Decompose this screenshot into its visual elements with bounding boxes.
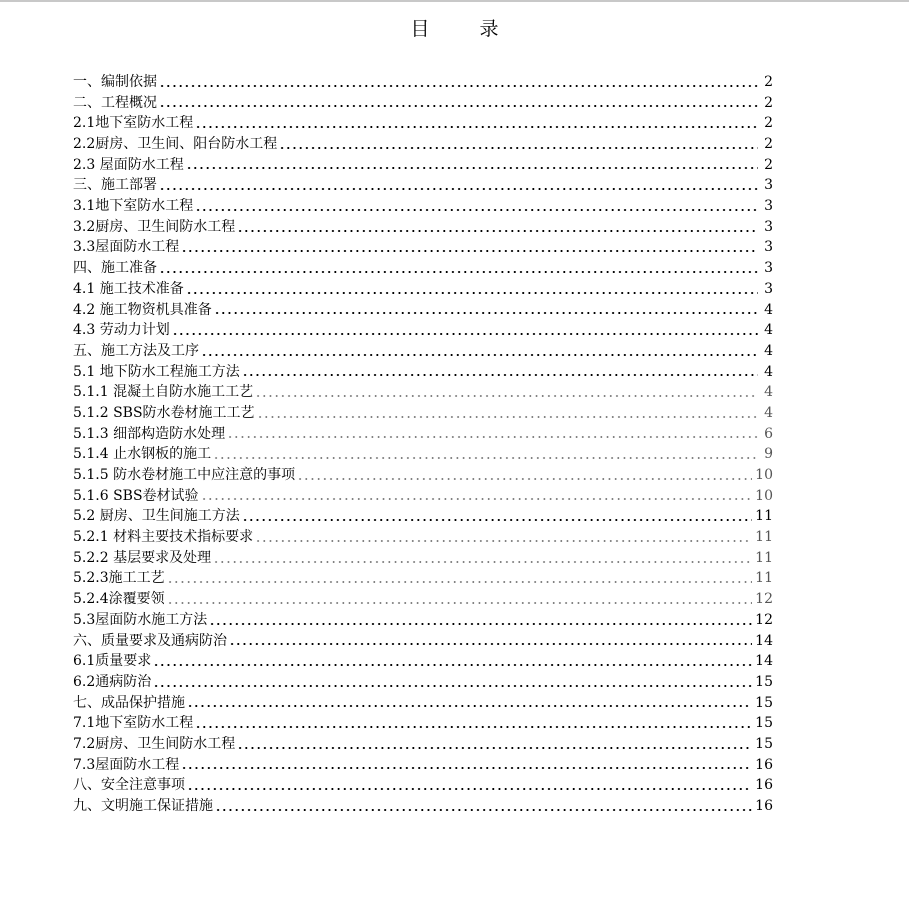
toc-entry[interactable] — [73, 175, 773, 196]
dot-leader — [167, 601, 753, 605]
toc-entry-page-number: 2 — [764, 156, 773, 173]
toc-entry-page-number: 15 — [755, 715, 773, 732]
dot-leader — [159, 187, 758, 191]
toc-entry-page-number: 10 — [755, 487, 773, 504]
toc-entry[interactable] — [73, 300, 773, 321]
toc-entry-label: 4.2 施工物资机具准备 — [73, 301, 212, 318]
table-of-contents — [73, 72, 773, 817]
dot-leader — [153, 663, 752, 667]
toc-entry-page-number: 15 — [755, 735, 773, 752]
toc-entry-page-number: 12 — [755, 591, 773, 608]
toc-entry-label: 7.1地下室防水工程 — [73, 715, 194, 732]
toc-entry[interactable] — [73, 134, 773, 155]
toc-entry-label: 2.2厨房、卫生间、阳台防水工程 — [73, 136, 278, 153]
toc-entry-label: 七、成品保护措施 — [73, 694, 185, 711]
toc-entry-label: 二、工程概况 — [73, 94, 157, 111]
toc-entry-page-number: 9 — [764, 446, 773, 463]
toc-entry-page-number: 3 — [764, 239, 773, 256]
toc-entry[interactable] — [73, 403, 773, 424]
dot-leader — [181, 249, 758, 253]
toc-entry[interactable] — [73, 382, 773, 403]
toc-entry-label: 4.3 劳动力计划 — [73, 322, 170, 339]
page-title: 目 录 — [410, 18, 521, 40]
toc-entry-page-number: 4 — [764, 404, 773, 421]
toc-entry-label: 5.2.2 基层要求及处理 — [73, 549, 212, 566]
toc-entry-label: 一、编制依据 — [73, 73, 157, 90]
toc-entry[interactable] — [73, 444, 773, 465]
dot-leader — [214, 311, 758, 315]
dot-leader — [227, 435, 758, 439]
dot-leader — [255, 539, 752, 543]
toc-entry[interactable] — [73, 651, 773, 672]
toc-entry-page-number: 14 — [755, 632, 773, 649]
toc-entry[interactable] — [73, 424, 773, 445]
dot-leader — [213, 456, 758, 460]
toc-entry-page-number: 3 — [764, 177, 773, 194]
toc-entry-page-number: 12 — [755, 611, 773, 628]
toc-entry[interactable] — [73, 465, 773, 486]
dot-leader — [159, 270, 758, 274]
toc-entry-label: 5.1.5 防水卷材施工中应注意的事项 — [73, 467, 296, 484]
toc-entry-page-number: 15 — [755, 673, 773, 690]
dot-leader — [195, 208, 758, 212]
page-top-border — [0, 0, 909, 2]
dot-leader — [172, 332, 758, 336]
dot-leader — [215, 808, 752, 812]
toc-entry-page-number: 4 — [764, 363, 773, 380]
dot-leader — [195, 725, 752, 729]
toc-entry-label: 3.2厨房、卫生间防水工程 — [73, 218, 236, 235]
toc-entry[interactable] — [73, 217, 773, 238]
toc-entry[interactable] — [73, 796, 773, 817]
toc-entry[interactable] — [73, 279, 773, 300]
toc-entry-page-number: 11 — [755, 529, 773, 546]
dot-leader — [195, 125, 758, 129]
dot-leader — [186, 291, 758, 295]
toc-entry[interactable] — [73, 341, 773, 362]
toc-entry-label: 5.2.4涂覆要领 — [73, 591, 165, 608]
toc-entry[interactable] — [73, 589, 773, 610]
toc-entry-page-number: 16 — [755, 798, 773, 815]
toc-entry-label: 5.3屋面防水施工方法 — [73, 611, 208, 628]
toc-entry-label: 5.1.1 混凝土自防水施工工艺 — [73, 384, 254, 401]
dot-leader — [167, 580, 753, 584]
toc-entry-label: 5.1 地下防水工程施工方法 — [73, 363, 240, 380]
toc-entry[interactable] — [73, 93, 773, 114]
toc-entry[interactable] — [73, 527, 773, 548]
dot-leader — [237, 229, 758, 233]
toc-entry[interactable] — [73, 672, 773, 693]
toc-entry[interactable] — [73, 713, 773, 734]
toc-entry-label: 2.1地下室防水工程 — [73, 115, 194, 132]
toc-entry-label: 6.2通病防治 — [73, 673, 152, 690]
toc-entry[interactable] — [73, 113, 773, 134]
toc-entry-page-number: 4 — [764, 384, 773, 401]
toc-entry[interactable] — [73, 196, 773, 217]
toc-entry[interactable] — [73, 486, 773, 507]
dot-leader — [201, 497, 753, 501]
toc-entry[interactable] — [73, 631, 773, 652]
toc-entry[interactable] — [73, 506, 773, 527]
toc-entry-label: 3.1地下室防水工程 — [73, 198, 194, 215]
toc-entry-label: 五、施工方法及工序 — [73, 342, 199, 359]
toc-entry-page-number: 11 — [755, 549, 773, 566]
toc-entry-page-number: 15 — [755, 694, 773, 711]
toc-entry-page-number: 2 — [764, 94, 773, 111]
toc-entry[interactable] — [73, 362, 773, 383]
toc-entry-label: 6.1质量要求 — [73, 653, 152, 670]
dot-leader — [187, 787, 752, 791]
toc-entry-label: 4.1 施工技术准备 — [73, 280, 184, 297]
dot-leader — [242, 518, 752, 522]
toc-entry-page-number: 14 — [755, 653, 773, 670]
toc-entry-label: 5.2 厨房、卫生间施工方法 — [73, 508, 240, 525]
dot-leader — [186, 166, 758, 170]
dot-leader — [257, 415, 758, 419]
toc-entry[interactable] — [73, 569, 773, 590]
dot-leader — [209, 622, 752, 626]
toc-entry-page-number: 16 — [755, 777, 773, 794]
toc-entry[interactable] — [73, 693, 773, 714]
toc-entry[interactable] — [73, 775, 773, 796]
dot-leader — [213, 560, 752, 564]
toc-entry-label: 三、施工部署 — [73, 177, 157, 194]
toc-entry-page-number: 16 — [755, 756, 773, 773]
toc-entry-page-number: 11 — [755, 508, 773, 525]
toc-entry-label: 3.3屋面防水工程 — [73, 239, 180, 256]
dot-leader — [201, 353, 758, 357]
toc-entry[interactable] — [73, 548, 773, 569]
dot-leader — [242, 373, 758, 377]
dot-leader — [297, 477, 752, 481]
toc-entry-page-number: 10 — [755, 467, 773, 484]
toc-entry-label: 5.2.1 材料主要技术指标要求 — [73, 529, 254, 546]
toc-entry-label: 7.3屋面防水工程 — [73, 756, 180, 773]
toc-entry-page-number: 4 — [764, 342, 773, 359]
toc-entry-label: 六、质量要求及通病防治 — [73, 632, 227, 649]
dot-leader — [237, 746, 752, 750]
toc-entry-page-number: 4 — [764, 322, 773, 339]
toc-entry-label: 5.1.2 SBS防水卷材施工工艺 — [73, 404, 255, 421]
toc-entry-page-number: 3 — [764, 218, 773, 235]
toc-entry-page-number: 6 — [764, 425, 773, 442]
toc-entry-page-number: 3 — [764, 280, 773, 297]
dot-leader — [255, 394, 758, 398]
dot-leader — [279, 146, 758, 150]
toc-entry-label: 5.1.3 细部构造防水处理 — [73, 425, 226, 442]
toc-entry[interactable] — [73, 258, 773, 279]
toc-entry[interactable] — [73, 238, 773, 259]
toc-entry-label: 7.2厨房、卫生间防水工程 — [73, 735, 236, 752]
toc-entry[interactable] — [73, 320, 773, 341]
toc-entry-label: 5.1.6 SBS卷材试验 — [73, 487, 199, 504]
toc-entry-page-number: 3 — [764, 260, 773, 277]
toc-entry-page-number: 3 — [764, 198, 773, 215]
toc-entry[interactable] — [73, 155, 773, 176]
toc-entry-label: 5.2.3施工工艺 — [73, 570, 165, 587]
toc-entry-page-number: 2 — [764, 115, 773, 132]
dot-leader — [159, 104, 758, 108]
toc-entry-page-number: 2 — [764, 73, 773, 90]
dot-leader — [153, 684, 752, 688]
toc-entry-page-number: 4 — [764, 301, 773, 318]
toc-entry[interactable] — [73, 72, 773, 93]
toc-entry[interactable] — [73, 734, 773, 755]
toc-entry-page-number: 2 — [764, 136, 773, 153]
toc-entry[interactable] — [73, 610, 773, 631]
toc-entry[interactable] — [73, 755, 773, 776]
toc-entry-page-number: 11 — [755, 570, 773, 587]
toc-entry-label: 九、文明施工保证措施 — [73, 798, 213, 815]
toc-entry-label: 2.3 屋面防水工程 — [73, 156, 184, 173]
toc-entry-label: 5.1.4 止水钢板的施工 — [73, 446, 212, 463]
toc-entry-label: 八、安全注意事项 — [73, 777, 185, 794]
toc-entry-label: 四、施工准备 — [73, 260, 157, 277]
dot-leader — [187, 704, 752, 708]
dot-leader — [229, 642, 752, 646]
dot-leader — [159, 84, 758, 88]
dot-leader — [181, 766, 752, 770]
